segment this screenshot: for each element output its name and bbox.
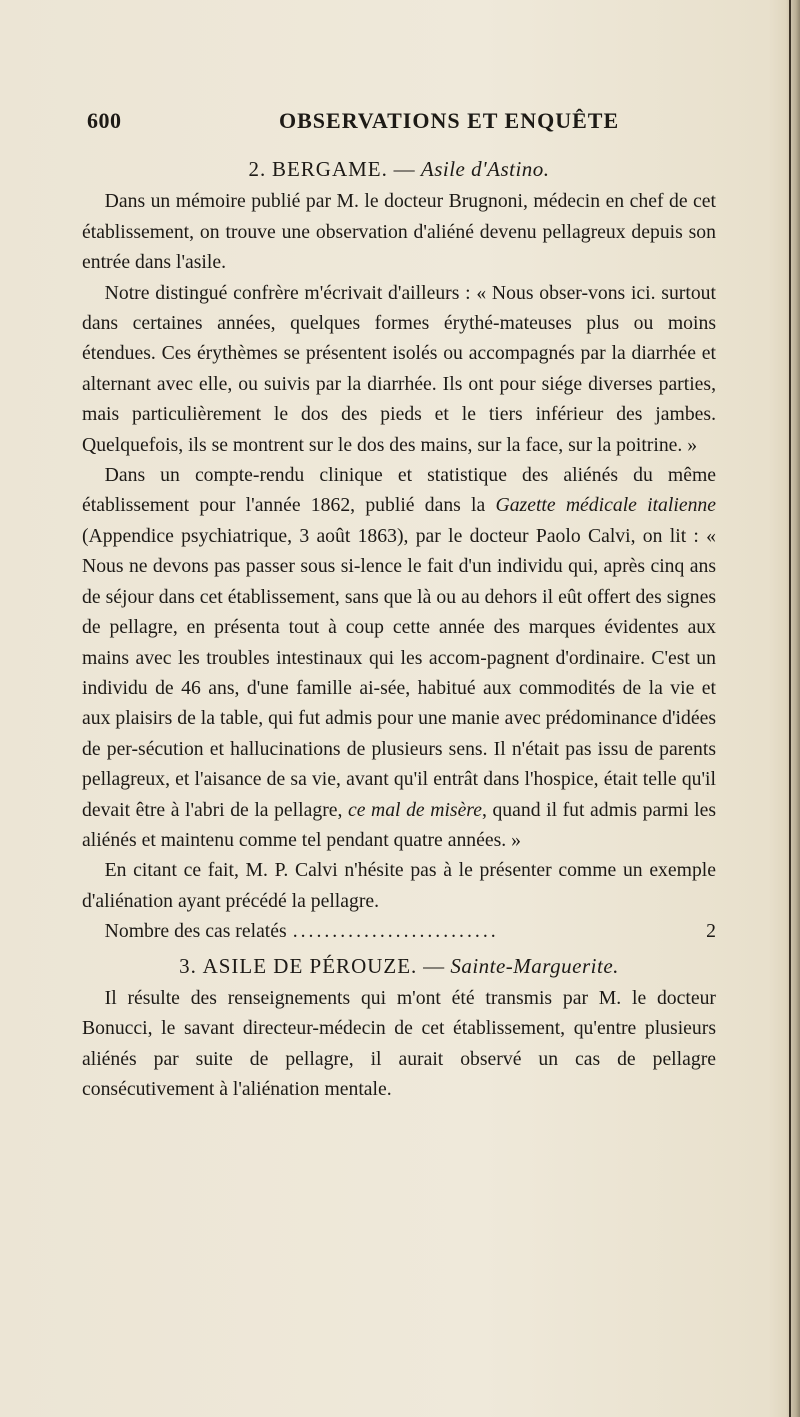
section-subtitle: Asile d'Astino.	[420, 157, 550, 181]
section-place: ASILE DE PÉROUZE.	[202, 953, 418, 978]
paragraph-text: Notre distingué confrère m'écrivait d'ailleurs : « Nous obser-vons ici. surtout dans certaines années, quelques formes érythé-mateuses plus ou moins étendues. Ces érythèmes se présentent isolés ou accompagnés par la diarrhée et alternant avec elle, ou suivis par la diarrhée. Ils ont pour siége diverses parties, mais particulièrement le dos des pieds et le tiers inférieur des jambes. Quelquefois, ils se montrent sur le dos des mains, sur la face, sur la poitrine. »	[82, 281, 716, 456]
running-header	[87, 108, 707, 142]
section-dash: —	[423, 953, 445, 978]
journal-title: Gazette médicale italienne	[495, 494, 717, 517]
paragraph	[82, 983, 716, 1105]
paragraph-text: En citant ce fait, M. P. Calvi n'hésite pas à le présenter comme un exemple d'aliénation ayant précédé la pellagre.	[82, 859, 716, 912]
paragraph	[82, 855, 716, 916]
dot-leader: ..........................	[292, 920, 499, 943]
italic-phrase: ce mal de misère	[347, 798, 482, 821]
section-place: BERGAME.	[271, 157, 388, 181]
section-dash: —	[393, 157, 416, 181]
section-number: 3.	[179, 953, 197, 978]
paragraph-text: Il résulte des renseignements qui m'ont été transmis par M. le docteur Bonucci, le savant directeur-médecin de cet établissement, qu'entre plusieurs aliénés par suite de pellagre, il aurait observé un cas de pellagre consécutivement à l'aliénation mentale.	[82, 986, 716, 1101]
paragraph	[82, 186, 716, 277]
section-subtitle: Sainte-Marguerite.	[450, 953, 619, 978]
section-2-heading	[82, 154, 716, 184]
running-title: OBSERVATIONS ET ENQUÊTE	[279, 108, 620, 133]
page-edge-line	[789, 0, 791, 1417]
page-number: 600	[87, 108, 122, 133]
section-3-heading	[82, 951, 716, 981]
paragraph-text: (Appendice psychiatrique, 3 août 1863), par le docteur Paolo Calvi, on lit : « Nous ne devons pas passer sous si-lence le fait d'un individu qui, après cinq ans de séjour dans cet établissement, sans que là ou au dehors il eût offert des signes de pellagre, en présenta tout à coup cette année des marques évidentes aux mains avec les troubles intestinaux qui les accom-pagnent d'ordinaire. C'est un individu de 46 ans, d'une famille ai-sée, habitué aux commodités de la vie et aux plaisirs de la table, qui fut admis pour une manie avec prédominance d'idées de per-sécution et hallucinations de plusieurs sens. Il n'était pas issu de parents pellagreux, et l'aisance de sa vie, avant qu'il entrât dans l'hospice, était telle qu'il devait être à l'abri de la pellagre,	[82, 524, 716, 821]
section-number: 2.	[248, 157, 267, 181]
page-body	[82, 152, 716, 1105]
case-count-line	[82, 916, 716, 946]
paragraph-text: , quand il fut admis parmi les aliénés et maintenu comme tel pendant quatre années. »	[82, 798, 716, 851]
case-count-label: Nombre des cas relatés	[104, 920, 287, 943]
paragraph-text: Dans un mémoire publié par M. le docteur Brugnoni, médecin en chef de cet établissement, on trouve une observation d'aliéné devenu pellagreux depuis son entrée dans l'asile.	[82, 190, 716, 274]
paragraph-text: Dans un compte-rendu clinique et statistique des aliénés du même établissement pour l'année 1862, publié dans la	[82, 464, 716, 517]
case-count-value: 2	[706, 920, 716, 943]
paragraph	[82, 278, 716, 460]
paragraph	[82, 460, 716, 855]
